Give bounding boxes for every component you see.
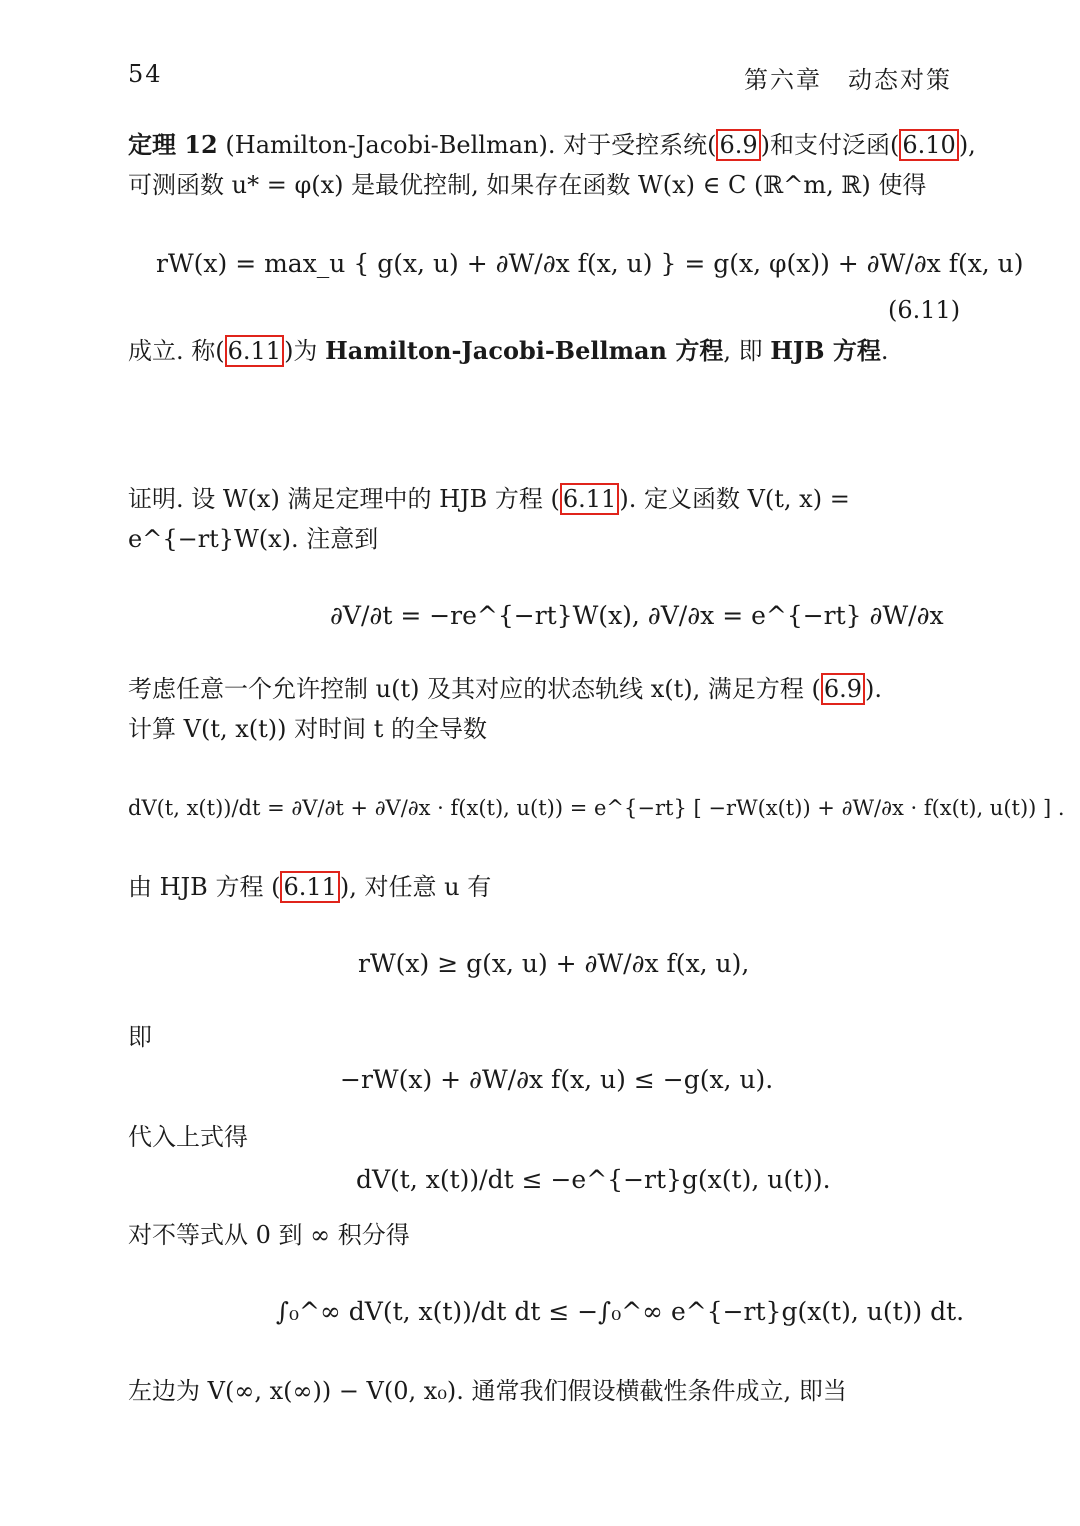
proof-para-2-line-2: 计算 V(t, x(t)) 对时间 t 的全导数 [128, 715, 488, 743]
proof-text: 考虑任意一个允许控制 u(t) 及其对应的状态轨线 x(t), 满足方程 ( [128, 675, 821, 703]
theorem-text-end: ), [958, 131, 976, 159]
theorem-label: 定理 12 [128, 130, 218, 159]
equation-total-derivative: dV(t, x(t))/dt = ∂V/∂t + ∂V/∂x · f(x(t), u(t)) = e^{−rt} [ −rW(x(t)) + ∂W/∂x · f(x(t), u(t)) ] . [128, 796, 1065, 820]
proof-para-2-line-1 [128, 674, 882, 704]
proof-last-line: 左边为 V(∞, x(∞)) − V(0, x₀). 通常我们假设横截性条件成立, 即当 [128, 1377, 847, 1405]
word-ji: 即 [128, 1023, 152, 1051]
proof-intro-line-2: e^{−rt}W(x). 注意到 [128, 525, 379, 553]
theorem-text: , 即 [723, 337, 771, 365]
theorem-text-mid: )和支付泛函( [760, 131, 900, 159]
ref-link-6-11[interactable]: 6.11 [560, 483, 619, 515]
proof-integrate: 对不等式从 0 到 ∞ 积分得 [128, 1221, 410, 1249]
proof-text: ), 对任意 u 有 [339, 873, 492, 901]
equation-inequality-2: −rW(x) + ∂W/∂x f(x, u) ≤ −g(x, u). [340, 1065, 774, 1094]
theorem-text: . [880, 337, 889, 365]
equation-integral: ∫₀^∞ dV(t, x(t))/dt dt ≤ −∫₀^∞ e^{−rt}g(x(t), u(t)) dt. [276, 1297, 965, 1326]
proof-text: ). [865, 675, 883, 703]
ref-link-6-9[interactable]: 6.9 [716, 129, 760, 161]
equation-inequality: rW(x) ≥ g(x, u) + ∂W/∂x f(x, u), [358, 949, 750, 978]
equation-substituted: dV(t, x(t))/dt ≤ −e^{−rt}g(x(t), u(t)). [356, 1165, 831, 1194]
proof-intro-line-1 [128, 484, 850, 514]
theorem-line-1 [128, 130, 976, 160]
equation-hjb: rW(x) = max_u { g(x, u) + ∂W/∂x f(x, u) } = g(x, φ(x)) + ∂W/∂x f(x, u) [156, 249, 1024, 278]
theorem-name: (Hamilton-Jacobi-Bellman). [225, 131, 556, 159]
ref-link-6-10[interactable]: 6.10 [899, 129, 958, 161]
proof-text: 证明. 设 W(x) 满足定理中的 HJB 方程 ( [128, 485, 560, 513]
proof-text: ). 定义函数 V(t, x) = [619, 485, 850, 513]
theorem-text: )为 [284, 337, 326, 365]
ref-link-6-9[interactable]: 6.9 [821, 673, 865, 705]
proof-substitute: 代入上式得 [128, 1123, 248, 1151]
proof-para-3 [128, 872, 491, 902]
page-number: 54 [128, 60, 163, 88]
equation-partials: ∂V/∂t = −re^{−rt}W(x), ∂V/∂x = e^{−rt} ∂W/∂x [330, 601, 944, 630]
hjb-bold-name: Hamilton-Jacobi-Bellman 方程 [325, 336, 724, 365]
theorem-line-2: 可测函数 u* = φ(x) 是最优控制, 如果存在函数 W(x) ∈ C (ℝ^m, ℝ) 使得 [128, 171, 927, 199]
hjb-short-name: HJB 方程 [770, 336, 881, 365]
ref-link-6-11[interactable]: 6.11 [280, 871, 339, 903]
equation-number: (6.11) [888, 296, 961, 324]
ref-link-6-11[interactable]: 6.11 [225, 335, 284, 367]
chapter-title: 第六章 动态对策 [744, 66, 952, 94]
theorem-text: 对于受控系统( [563, 131, 717, 159]
theorem-text: 成立. 称( [128, 337, 225, 365]
proof-text: 由 HJB 方程 ( [128, 873, 281, 901]
theorem-line-3 [128, 336, 889, 366]
